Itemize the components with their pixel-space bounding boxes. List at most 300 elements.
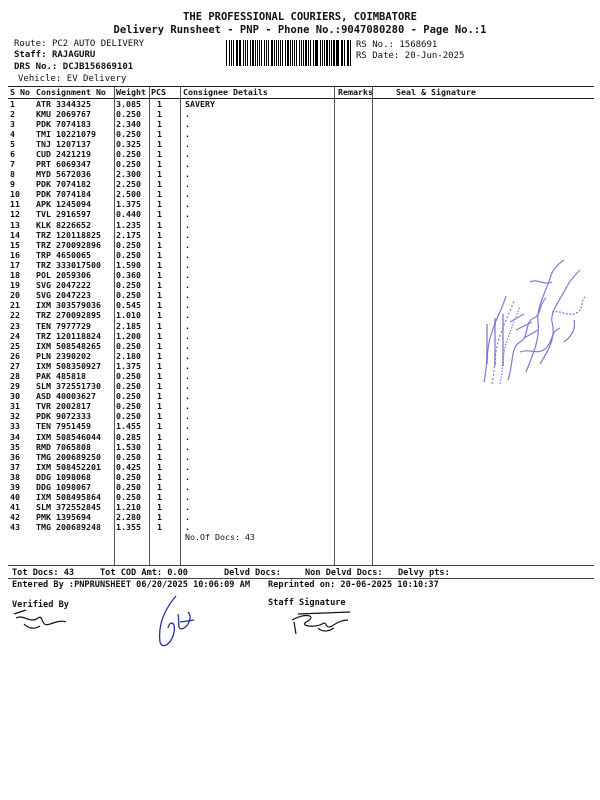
row-consignee: . xyxy=(185,148,190,159)
consignee-stamp xyxy=(480,252,588,392)
row-weight: 2.185 xyxy=(116,320,141,331)
row-consignee: . xyxy=(185,381,190,392)
row-remarks xyxy=(336,169,374,179)
row-sno: 17 xyxy=(10,259,20,270)
barcode-bar xyxy=(290,40,291,66)
row-consignee: . xyxy=(185,471,190,482)
drs-value: DCJB156869101 xyxy=(62,62,134,72)
barcode-bar xyxy=(274,40,275,66)
row-consignment-no: IXM 508495864 xyxy=(36,492,101,503)
row-signature xyxy=(374,442,594,452)
row-consignee: . xyxy=(185,451,190,462)
row-weight: 3.085 xyxy=(116,98,141,109)
row-sno: 21 xyxy=(10,300,20,311)
row-remarks xyxy=(336,290,374,300)
row-consignment-no: PDK 9072333 xyxy=(36,411,91,422)
row-pcs: 1 xyxy=(157,330,162,341)
row-weight: 1.355 xyxy=(116,522,141,533)
row-consignment-no: IXM 508548265 xyxy=(36,340,101,351)
barcode-bar xyxy=(341,40,342,66)
row-consignment-no: IXM 508452201 xyxy=(36,461,101,472)
staff-line xyxy=(14,50,95,60)
row-consignee: . xyxy=(185,169,190,180)
row-consignment-no: ASD 40003627 xyxy=(36,391,96,402)
row-consignee: . xyxy=(185,370,190,381)
row-consignment-no: TRZ 270092895 xyxy=(36,310,101,321)
row-consignee: . xyxy=(185,340,190,351)
row-pcs: 1 xyxy=(157,522,162,533)
col-sno: S No xyxy=(8,87,34,98)
barcode-bar xyxy=(350,40,351,66)
row-remarks xyxy=(336,502,374,512)
row-consignment-no: PAK 485818 xyxy=(36,370,86,381)
barcode-bar xyxy=(285,40,286,66)
row-remarks xyxy=(336,159,374,169)
row-remarks xyxy=(336,472,374,482)
document-subtitle: Delivery Runsheet - PNP - Phone No.:9047080280 - Page No.:1 xyxy=(113,24,487,36)
rs-no-value: 1568691 xyxy=(399,40,438,50)
table-row xyxy=(8,159,594,169)
row-signature xyxy=(374,189,594,199)
row-sno: 23 xyxy=(10,320,20,331)
row-weight: 0.250 xyxy=(116,148,141,159)
row-pcs: 1 xyxy=(157,128,162,139)
barcode-bar xyxy=(243,40,244,66)
row-pcs: 1 xyxy=(157,451,162,462)
non-delvd-docs: Non Delvd Docs: xyxy=(305,568,383,578)
row-signature xyxy=(374,421,594,431)
row-sno: 36 xyxy=(10,451,20,462)
row-signature xyxy=(374,391,594,401)
row-consignment-no: TEN 7977729 xyxy=(36,320,91,331)
table-row xyxy=(8,512,594,522)
row-consignee: . xyxy=(185,239,190,250)
row-pcs: 1 xyxy=(157,391,162,402)
barcode-bar xyxy=(261,40,262,66)
col-divider xyxy=(334,87,335,565)
col-consignee: Consignee Details xyxy=(181,87,336,98)
row-consignee: . xyxy=(185,219,190,230)
barcode-bar xyxy=(278,40,279,66)
row-signature xyxy=(374,129,594,139)
table-row xyxy=(8,482,594,492)
row-pcs: 1 xyxy=(157,169,162,180)
barcode-bar xyxy=(299,40,300,66)
row-remarks xyxy=(336,280,374,290)
table-row xyxy=(8,169,594,179)
row-pcs: 1 xyxy=(157,229,162,240)
row-consignment-no: TMI 10221079 xyxy=(36,128,96,139)
row-pcs: 1 xyxy=(157,249,162,260)
row-signature xyxy=(374,230,594,240)
row-sno: 26 xyxy=(10,350,20,361)
entered-by: Entered By :PNPRUNSHEET 06/20/2025 10:06:09 AM xyxy=(12,580,250,590)
barcode-bar xyxy=(342,40,343,66)
row-consignment-no: IXM 508546044 xyxy=(36,431,101,442)
barcode-bar xyxy=(296,40,297,66)
row-signature xyxy=(374,209,594,219)
row-weight: 0.250 xyxy=(116,401,141,412)
row-consignment-no: PDK 7074183 xyxy=(36,118,91,129)
row-consignee: . xyxy=(185,280,190,291)
row-consignee: . xyxy=(185,522,190,533)
row-consignee: . xyxy=(185,411,190,422)
row-consignment-no: KLK 8226652 xyxy=(36,219,91,230)
row-pcs: 1 xyxy=(157,502,162,513)
row-sno: 10 xyxy=(10,189,20,200)
table-row xyxy=(8,98,594,109)
rs-date-label: RS Date: xyxy=(356,51,400,61)
row-pcs: 1 xyxy=(157,270,162,281)
table-row xyxy=(8,401,594,411)
barcode-bar xyxy=(257,40,258,66)
row-consignee: . xyxy=(185,391,190,402)
table-row xyxy=(8,421,594,431)
row-consignment-no: SVG 2047223 xyxy=(36,290,91,301)
table-row xyxy=(8,139,594,149)
row-pcs: 1 xyxy=(157,290,162,301)
table-row xyxy=(8,109,594,119)
row-weight: 0.285 xyxy=(116,431,141,442)
row-consignment-no: SVG 2047222 xyxy=(36,280,91,291)
barcode-bar xyxy=(259,40,260,66)
table-row xyxy=(8,502,594,512)
row-weight: 1.455 xyxy=(116,421,141,432)
rs-no-label: RS No.: xyxy=(356,40,394,50)
row-consignee: . xyxy=(185,320,190,331)
row-consignee: . xyxy=(185,310,190,321)
barcode-bar xyxy=(324,40,325,66)
row-consignee: . xyxy=(185,350,190,361)
row-pcs: 1 xyxy=(157,118,162,129)
row-consignee: . xyxy=(185,431,190,442)
row-weight: 1.375 xyxy=(116,199,141,210)
row-remarks xyxy=(336,209,374,219)
row-consignment-no: TRZ 120118825 xyxy=(36,229,101,240)
barcode-bar xyxy=(336,40,337,66)
row-consignee: SAVERY xyxy=(185,98,215,109)
barcode-bar xyxy=(250,40,251,66)
route-value: PC2 AUTO DELIVERY xyxy=(51,39,145,49)
row-remarks xyxy=(336,522,374,532)
row-pcs: 1 xyxy=(157,320,162,331)
row-weight: 1.200 xyxy=(116,330,141,341)
barcode-bar xyxy=(322,40,323,66)
row-remarks xyxy=(336,331,374,341)
row-sno: 20 xyxy=(10,290,20,301)
row-consignment-no: PDK 7074184 xyxy=(36,189,91,200)
row-pcs: 1 xyxy=(157,300,162,311)
verified-by-label: Verified By xyxy=(12,600,69,610)
row-sno: 35 xyxy=(10,441,20,452)
row-consignment-no: SLM 372552845 xyxy=(36,502,101,513)
row-remarks xyxy=(336,411,374,421)
row-weight: 2.300 xyxy=(116,169,141,180)
table-bottom-line xyxy=(8,565,594,566)
table-row xyxy=(8,452,594,462)
table-row xyxy=(8,220,594,230)
reprinted-on: Reprinted on: 20-06-2025 10:10:37 xyxy=(268,580,439,590)
row-sno: 33 xyxy=(10,421,20,432)
row-weight: 0.250 xyxy=(116,128,141,139)
row-remarks xyxy=(336,199,374,209)
row-sno: 34 xyxy=(10,431,20,442)
row-sno: 2 xyxy=(10,108,15,119)
drs-label: DRS No.: xyxy=(14,62,58,72)
barcode-bar xyxy=(271,40,273,66)
row-sno: 16 xyxy=(10,249,20,260)
row-signature xyxy=(374,240,594,250)
row-consignment-no: TMG 200689250 xyxy=(36,451,101,462)
row-signature xyxy=(374,482,594,492)
barcode-bar xyxy=(229,40,230,66)
row-sno: 22 xyxy=(10,310,20,321)
footer-divider xyxy=(8,578,594,579)
col-divider xyxy=(180,87,181,565)
barcode-bar xyxy=(308,40,309,66)
row-weight: 0.250 xyxy=(116,280,141,291)
row-pcs: 1 xyxy=(157,98,162,109)
barcode-bar xyxy=(313,40,314,66)
barcode-bar xyxy=(305,40,307,66)
barcode-bar xyxy=(247,40,248,66)
row-sno: 19 xyxy=(10,280,20,291)
row-signature xyxy=(374,522,594,532)
barcode-bar xyxy=(239,40,240,66)
row-remarks xyxy=(336,462,374,472)
barcode-bar xyxy=(331,40,332,66)
row-consignment-no: PMK 1395694 xyxy=(36,512,91,523)
empty-cell xyxy=(336,532,374,542)
row-weight: 1.235 xyxy=(116,219,141,230)
barcode-bar xyxy=(266,40,267,66)
row-weight: 1.590 xyxy=(116,259,141,270)
barcode-bar xyxy=(280,40,281,66)
verifier-signature xyxy=(150,592,200,652)
row-consignee: . xyxy=(185,270,190,281)
row-pcs: 1 xyxy=(157,492,162,503)
row-consignee: . xyxy=(185,482,190,493)
row-consignment-no: TRZ 333017500 xyxy=(36,259,101,270)
staff-label: Staff: xyxy=(14,50,47,60)
barcode-bar xyxy=(268,40,269,66)
empty-cell xyxy=(34,532,114,542)
row-consignee: . xyxy=(185,461,190,472)
row-weight: 0.250 xyxy=(116,451,141,462)
row-weight: 0.250 xyxy=(116,471,141,482)
row-remarks xyxy=(336,512,374,522)
row-consignment-no: TRZ 120118824 xyxy=(36,330,101,341)
row-consignment-no: PRT 6069347 xyxy=(36,159,91,170)
barcode-bar xyxy=(320,40,321,66)
row-signature xyxy=(374,109,594,119)
row-consignee: . xyxy=(185,492,190,503)
table-row xyxy=(8,240,594,250)
row-consignee: . xyxy=(185,179,190,190)
col-consignment: Consignment No xyxy=(34,87,114,98)
row-consignee: . xyxy=(185,118,190,129)
table-header-row xyxy=(8,87,594,98)
row-consignment-no: TMG 200689248 xyxy=(36,522,101,533)
row-remarks xyxy=(336,361,374,371)
row-remarks xyxy=(336,260,374,270)
row-signature xyxy=(374,149,594,159)
row-consignment-no: IXM 508350927 xyxy=(36,360,101,371)
row-signature xyxy=(374,492,594,502)
row-signature xyxy=(374,139,594,149)
row-remarks xyxy=(336,149,374,159)
row-signature xyxy=(374,462,594,472)
row-consignee: . xyxy=(185,209,190,220)
barcode-bar xyxy=(233,40,234,66)
table-row xyxy=(8,391,594,401)
barcode-bar xyxy=(294,40,295,66)
row-remarks xyxy=(336,381,374,391)
row-consignee: . xyxy=(185,512,190,523)
barcode-bar xyxy=(326,40,328,66)
row-pcs: 1 xyxy=(157,239,162,250)
row-sno: 11 xyxy=(10,199,20,210)
table-row xyxy=(8,199,594,209)
row-signature xyxy=(374,432,594,442)
barcode-bar xyxy=(255,40,256,66)
row-remarks xyxy=(336,401,374,411)
col-weight: Weight xyxy=(114,87,149,98)
row-pcs: 1 xyxy=(157,148,162,159)
row-pcs: 1 xyxy=(157,482,162,493)
barcode-bar xyxy=(333,40,334,66)
row-sno: 28 xyxy=(10,370,20,381)
row-weight: 1.375 xyxy=(116,360,141,371)
row-weight: 1.530 xyxy=(116,441,141,452)
row-signature xyxy=(374,502,594,512)
row-sno: 24 xyxy=(10,330,20,341)
row-remarks xyxy=(336,129,374,139)
barcode-bar xyxy=(310,40,311,66)
row-sno: 27 xyxy=(10,360,20,371)
empty-cell xyxy=(149,532,181,542)
row-remarks xyxy=(336,341,374,351)
row-consignee: . xyxy=(185,421,190,432)
row-sno: 5 xyxy=(10,138,15,149)
tot-cod-amt: Tot COD Amt: 0.00 xyxy=(100,568,188,578)
delvy-pts: Delvy pts: xyxy=(398,568,450,578)
row-consignee: . xyxy=(185,441,190,452)
row-remarks xyxy=(336,320,374,330)
barcode-bar xyxy=(240,40,241,66)
row-weight: 0.250 xyxy=(116,381,141,392)
row-signature xyxy=(374,159,594,169)
row-signature xyxy=(374,512,594,522)
barcode-bar xyxy=(292,40,293,66)
row-weight: 0.250 xyxy=(116,108,141,119)
staff-signature xyxy=(288,606,358,636)
row-sno: 12 xyxy=(10,209,20,220)
row-pcs: 1 xyxy=(157,471,162,482)
row-pcs: 1 xyxy=(157,401,162,412)
rs-date-line xyxy=(356,51,464,61)
row-pcs: 1 xyxy=(157,340,162,351)
col-signature: Seal & Signature xyxy=(374,87,594,98)
row-consignee: . xyxy=(185,159,190,170)
table-row xyxy=(8,442,594,452)
row-pcs: 1 xyxy=(157,219,162,230)
row-consignee: . xyxy=(185,290,190,301)
row-weight: 2.180 xyxy=(116,350,141,361)
row-weight: 0.250 xyxy=(116,411,141,422)
row-consignment-no: CUD 2421219 xyxy=(36,148,91,159)
row-sno: 43 xyxy=(10,522,20,533)
row-remarks xyxy=(336,179,374,189)
row-remarks xyxy=(336,240,374,250)
row-pcs: 1 xyxy=(157,360,162,371)
row-weight: 2.340 xyxy=(116,118,141,129)
table-row xyxy=(8,129,594,139)
row-pcs: 1 xyxy=(157,280,162,291)
row-remarks xyxy=(336,230,374,240)
row-consignee: . xyxy=(185,401,190,412)
row-weight: 2.250 xyxy=(116,179,141,190)
row-consignee: . xyxy=(185,259,190,270)
vehicle-label: Vehicle: xyxy=(18,74,62,84)
row-pcs: 1 xyxy=(157,310,162,321)
row-remarks xyxy=(336,119,374,129)
row-sno: 15 xyxy=(10,239,20,250)
row-pcs: 1 xyxy=(157,159,162,170)
barcode-image xyxy=(226,40,352,66)
empty-cell xyxy=(114,532,149,542)
row-remarks xyxy=(336,351,374,361)
barcode-bar xyxy=(231,40,232,66)
row-consignee: . xyxy=(185,502,190,513)
table-row xyxy=(8,189,594,199)
row-consignee: . xyxy=(185,229,190,240)
table-row xyxy=(8,179,594,189)
row-sno: 25 xyxy=(10,340,20,351)
row-sno: 38 xyxy=(10,471,20,482)
barcode-bar xyxy=(303,40,304,66)
row-pcs: 1 xyxy=(157,189,162,200)
row-weight: 0.325 xyxy=(116,138,141,149)
row-remarks xyxy=(336,310,374,320)
row-pcs: 1 xyxy=(157,441,162,452)
row-weight: 0.545 xyxy=(116,300,141,311)
row-sno: 3 xyxy=(10,118,15,129)
barcode-bar xyxy=(264,40,265,66)
table-row xyxy=(8,411,594,421)
row-consignment-no: SLM 372551730 xyxy=(36,381,101,392)
row-sno: 29 xyxy=(10,381,20,392)
row-sno: 9 xyxy=(10,179,15,190)
row-remarks xyxy=(336,189,374,199)
row-weight: 2.500 xyxy=(116,189,141,200)
row-consignment-no: DDG 1098068 xyxy=(36,471,91,482)
row-consignment-no: DDG 1098067 xyxy=(36,482,91,493)
row-weight: 0.250 xyxy=(116,290,141,301)
row-consignment-no: RMD 7065808 xyxy=(36,441,91,452)
row-pcs: 1 xyxy=(157,350,162,361)
row-sno: 18 xyxy=(10,270,20,281)
row-sno: 7 xyxy=(10,159,15,170)
row-sno: 13 xyxy=(10,219,20,230)
row-signature xyxy=(374,179,594,189)
row-weight: 0.250 xyxy=(116,249,141,260)
row-signature xyxy=(374,411,594,421)
row-signature xyxy=(374,119,594,129)
barcode-bar xyxy=(287,40,289,66)
row-remarks xyxy=(336,270,374,280)
row-consignee: . xyxy=(185,128,190,139)
